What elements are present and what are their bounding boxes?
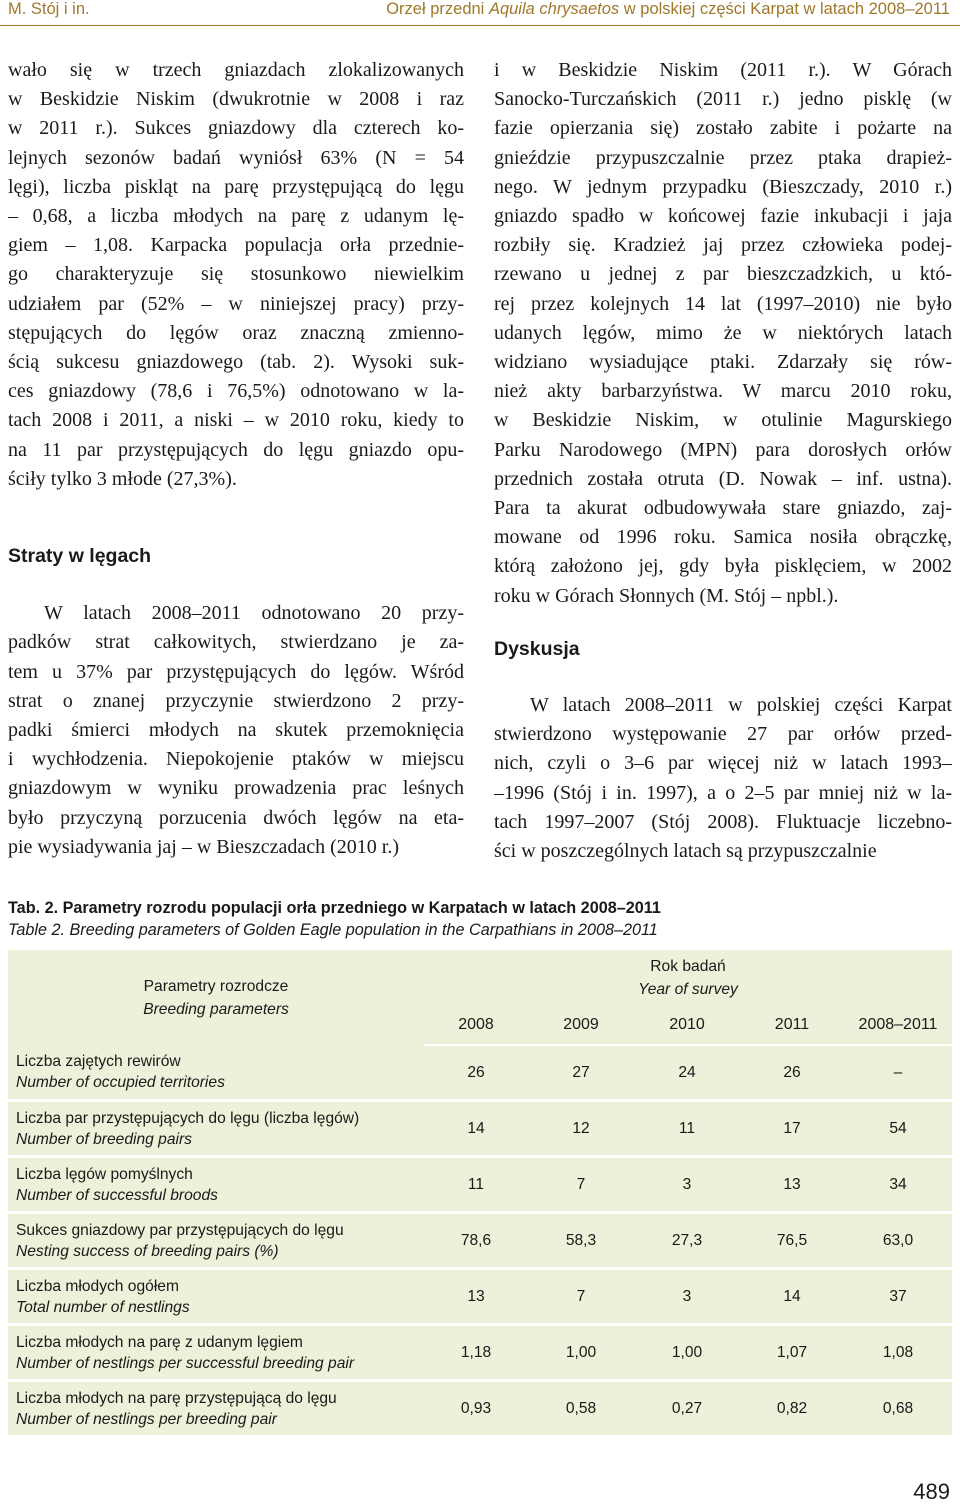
parameter-name-en: Total number of nestlings — [16, 1298, 190, 1316]
text-line: –1996 (Stój i in. 1997), a o 2–5 par mniej niż w la- — [494, 781, 952, 804]
text-line: ściły tylko 3 młode (27,3%). — [8, 467, 237, 490]
text-line: ścią sukcesu gniazdowego (tab. 2). Wysoki suk- — [8, 351, 464, 374]
parameter-name-pl: Liczba młodych na parę z udanym lęgiem — [16, 1333, 303, 1351]
year-header-cell: 2009 — [528, 1006, 634, 1045]
section-heading-losses: Straty w lęgach — [8, 545, 152, 568]
value-cell: 0,82 — [776, 1399, 808, 1417]
parameter-name-cell — [8, 1157, 424, 1213]
param-column-header — [8, 950, 424, 1045]
value-cell: 58,3 — [528, 1213, 634, 1269]
text-line: padków strat całkowitych, stwierdzano je za- — [8, 631, 464, 654]
title-part: Orzeł przedni — [386, 0, 489, 18]
paragraph — [8, 599, 464, 862]
table-row — [8, 1269, 952, 1325]
year-header-cell: 2008–2011 — [844, 1006, 952, 1045]
breeding-parameters-table — [8, 950, 952, 1435]
parameter-name-cell — [8, 1101, 424, 1157]
text-line: gnieździe przypuszczalnie przez ptaka drapież- — [494, 146, 952, 169]
value-cell: 27 — [528, 1045, 634, 1101]
right-column — [494, 56, 952, 866]
header-rule — [0, 25, 960, 26]
year-header-cell: 2008 — [424, 1006, 528, 1045]
value-cell: 3 — [634, 1269, 740, 1325]
value-cell: 1,00 — [528, 1325, 634, 1381]
value-cell: 27,3 — [634, 1213, 740, 1269]
value-cell: 14 — [424, 1101, 528, 1157]
text-line: Parku Narodowego (MPN) para dorosłych orłów — [494, 438, 952, 461]
running-head-title — [386, 0, 950, 19]
text-line: tach 2008 i 2011, a niski – w 2010 roku, kiedy to — [8, 409, 464, 432]
value-cell: 0,58 — [565, 1399, 597, 1417]
text-line: widziano wysiadujące ptaki. Zdarzały się rów- — [494, 351, 952, 374]
text-line: w Beskidzie Niskim (dwukrotnie w 2008 i raz — [8, 88, 464, 111]
value-cell: 13 — [424, 1269, 528, 1325]
year-header-cell: 2010 — [634, 1006, 740, 1045]
paragraph — [8, 56, 464, 494]
parameter-name-pl: Liczba młodych ogółem — [16, 1277, 179, 1295]
text-line: giem – 1,08. Karpacka populacja orła przednie- — [8, 234, 464, 257]
text-line: Para ta akurat odbudowywała stare gniazdo, zaj- — [494, 497, 952, 520]
text-line: tach 1997–2007 (Stój 2008). Fluktuacje liczebno- — [494, 810, 952, 833]
table-row — [8, 1157, 952, 1213]
value-cell: 1,00 — [634, 1325, 740, 1381]
parameter-name-pl: Liczba lęgów pomyślnych — [16, 1165, 193, 1183]
text-line: rej przez kolejnych 14 lat (1997–2010) nie było — [494, 292, 952, 315]
text-line: i wychłodzenia. Niepokojenie ptaków w miejscu — [8, 748, 464, 771]
text-line: pie wysiadywania jaj – w Bieszczadach (2010 r.) — [8, 835, 399, 858]
value-cell: 34 — [844, 1157, 952, 1213]
text-line: W latach 2008–2011 odnotowano 20 przy- — [44, 602, 464, 625]
param-header-en: Breeding parameters — [143, 1000, 289, 1018]
text-line: stępujących do lęgów oraz znaczną zmienno- — [8, 321, 464, 344]
year-header-en: Year of survey — [638, 981, 738, 998]
parameter-name-en: Number of occupied territories — [16, 1074, 225, 1091]
text-line: lejnych sezonów badań wyniósł 63% (N = 54 — [8, 146, 464, 169]
value-cell: 1,07 — [740, 1325, 844, 1381]
text-line: nego. W jednym przypadku (Bieszczady, 2010 r.) — [494, 175, 952, 198]
text-line: roku w Górach Słonnych (M. Stój – npbl.). — [494, 584, 839, 607]
parameter-name-cell — [8, 1381, 424, 1436]
parameter-name-en: Number of successful broods — [16, 1186, 218, 1204]
text-line: gniazdo spadło w końcowej fazie inkubacji i jaja — [494, 205, 952, 228]
page-number: 489 — [913, 1479, 950, 1504]
species-name: Aquila chrysaetos — [488, 0, 620, 18]
text-line: było przyczyną porzucenia dwóch lęgów na eta- — [8, 806, 464, 829]
value-cell: 12 — [528, 1101, 634, 1157]
text-line: rzewano u jednej z par bieszczadzkich, u któ- — [494, 263, 952, 286]
text-line: wało się w trzech gniazdach zlokalizowanych — [8, 59, 464, 81]
table-row — [8, 1101, 952, 1157]
value-cell: 0,27 — [671, 1399, 703, 1417]
text-line: – 0,68, a liczba młodych na parę z udanym lę- — [8, 205, 464, 228]
text-line: mowane od 1996 roku. Samica nosiła obrączkę, — [494, 526, 952, 549]
parameter-name-en: Number of nestlings per successful breeding pair — [16, 1354, 355, 1372]
text-line: nież akty barbarzyństwa. W marcu 2010 roku, — [494, 380, 952, 403]
year-header-pl: Rok badań — [650, 958, 726, 975]
table-row — [8, 1381, 952, 1436]
text-line: stwierdzono występowanie 27 par orłów przed- — [494, 723, 952, 746]
text-line: lęgi), liczba piskląt na parę przystępującą do lęgu — [8, 175, 464, 198]
text-line: padki śmierci młodych na skutek przemoknięcia — [8, 719, 464, 742]
value-cell: 11 — [634, 1101, 740, 1157]
value-cell: 14 — [740, 1269, 844, 1325]
text-line: w Beskidzie Niskim, w otulinie Magurskiego — [494, 409, 952, 432]
text-line: rozbiły się. Kradzież jaj przez człowieka podej- — [494, 234, 952, 257]
value-cell: 7 — [528, 1269, 634, 1325]
parameter-name-cell — [8, 1213, 424, 1269]
param-header-pl: Parametry rozrodcze — [143, 977, 289, 995]
text-line: przednich została otruta (D. Nowak – inf. ustna). — [494, 467, 952, 490]
table-row — [8, 1213, 952, 1269]
year-column-header — [424, 950, 952, 1006]
parameter-name-en: Nesting success of breeding pairs (%) — [16, 1242, 279, 1260]
parameter-name-cell — [8, 1269, 424, 1325]
text-line: strat o znanej przyczynie stwierdzono 2 przy- — [8, 689, 464, 712]
value-cell: 17 — [740, 1101, 844, 1157]
running-head-author: M. Stój i in. — [8, 0, 90, 18]
value-cell: 0,68 — [882, 1399, 914, 1417]
value-cell: 54 — [844, 1101, 952, 1157]
paragraph — [494, 56, 952, 611]
parameter-name-pl: Liczba zajętych rewirów — [16, 1053, 181, 1070]
parameter-name-pl: Liczba młodych na parę przystępującą do lęgu — [16, 1389, 337, 1407]
parameter-name-en: Number of nestlings per breeding pair — [16, 1410, 277, 1428]
text-line: go charakteryzuje się stosunkowo niewielkim — [8, 263, 464, 286]
text-line: nich, czyli o 3–6 par więcej niż w latach 1993– — [494, 752, 952, 775]
value-cell: 7 — [528, 1157, 634, 1213]
paragraph — [494, 691, 952, 866]
title-part: w polskiej części Karpat w latach 2008–2011 — [619, 0, 950, 18]
text-line: na 11 par przystępujących do lęgu gniazdo opu- — [8, 438, 464, 461]
text-line: tem u 37% par przystępujących do lęgów. Wśród — [8, 660, 464, 683]
value-cell: 0,93 — [460, 1399, 492, 1417]
text-line: Sanocko-Turczańskich (2011 r.) jedno pisklę (w — [494, 88, 952, 111]
text-line: ces gniazdowy (78,6 i 76,5%) odnotowano w la- — [8, 380, 464, 403]
value-cell: 76,5 — [740, 1213, 844, 1269]
value-cell: 3 — [634, 1157, 740, 1213]
text-line: w 2011 r.). Sukces gniazdowy dla czterech ko- — [8, 117, 464, 140]
parameter-name-pl: Liczba par przystępujących do lęgu (liczba lęgów) — [16, 1109, 360, 1127]
text-line: ści w poszczególnych latach są przypuszczalnie — [494, 840, 877, 863]
value-cell: 24 — [634, 1045, 740, 1101]
parameter-name-cell — [8, 1045, 424, 1101]
parameter-name-pl: Sukces gniazdowy par przystępujących do lęgu — [16, 1221, 344, 1239]
text-line: którą założono jej, gdy była pisklęciem, w 2002 — [494, 555, 952, 578]
value-cell: 13 — [740, 1157, 844, 1213]
text-line: gniazdowym w wyniku prowadzenia prac leśnych — [8, 777, 464, 800]
table-caption-pl: Tab. 2. Parametry rozrodu populacji orła przedniego w Karpatach w latach 2008–2011 — [8, 899, 661, 917]
value-cell: 11 — [424, 1157, 528, 1213]
value-cell: 1,08 — [844, 1325, 952, 1381]
value-cell: – — [844, 1045, 952, 1101]
value-cell: 1,18 — [424, 1325, 528, 1381]
value-cell: 26 — [424, 1045, 528, 1101]
value-cell: 37 — [844, 1269, 952, 1325]
table-caption-en: Table 2. Breeding parameters of Golden Eagle population in the Carpathians in 2008–2011 — [8, 921, 658, 939]
table-row — [8, 1325, 952, 1381]
parameter-name-cell — [8, 1325, 424, 1381]
text-line: udanych lęgów, mimo że w niektórych latach — [494, 321, 952, 344]
text-line: fazie opierzania się) zostało zabite i pożarte na — [494, 117, 952, 140]
text-line: udziałem par (52% – w niniejszej pracy) przy- — [8, 292, 464, 315]
text-line: i w Beskidzie Niskim (2011 r.). W Górach — [494, 59, 952, 81]
table-caption — [8, 897, 952, 941]
running-head — [0, 0, 960, 22]
value-cell: 26 — [740, 1045, 844, 1101]
left-column — [8, 56, 464, 862]
table-row — [8, 1045, 952, 1101]
value-cell: 63,0 — [844, 1213, 952, 1269]
section-heading-discussion: Dyskusja — [494, 637, 580, 660]
value-cell: 78,6 — [424, 1213, 528, 1269]
parameter-name-en: Number of breeding pairs — [16, 1130, 192, 1148]
year-header-cell: 2011 — [740, 1006, 844, 1045]
text-line: W latach 2008–2011 w polskiej części Karpat — [530, 694, 952, 717]
